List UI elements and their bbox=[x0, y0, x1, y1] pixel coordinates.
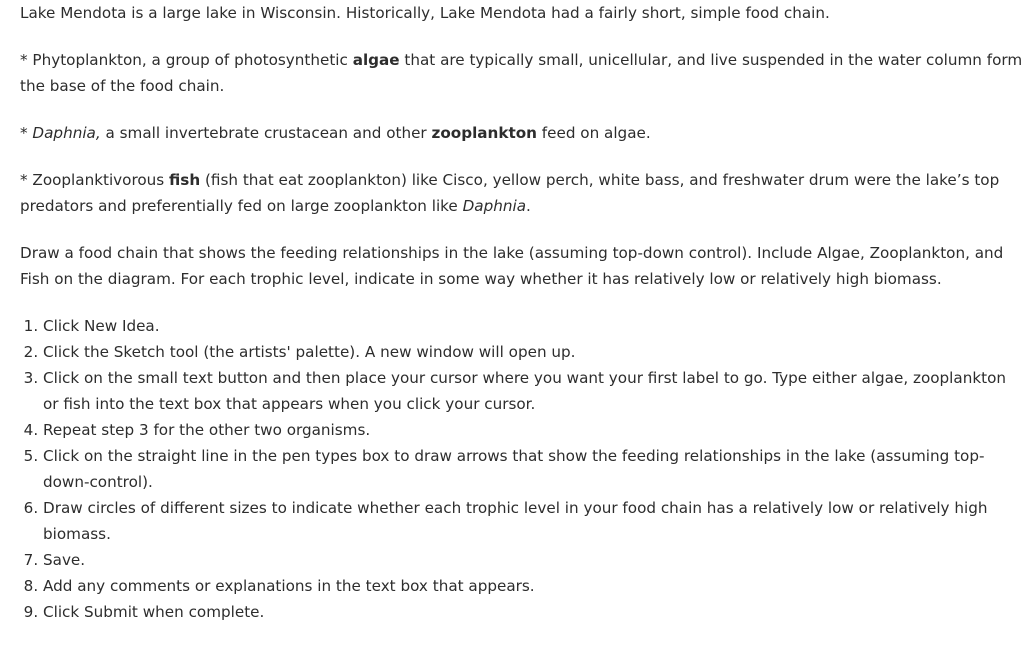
instruction-steps bbox=[20, 313, 1024, 625]
document-body bbox=[20, 0, 1024, 625]
intro-paragraph: Lake Mendota is a large lake in Wisconsin. Historically, Lake Mendota had a fairly short, simple food chain. bbox=[20, 4, 830, 22]
step-item: 1. Click New Idea. bbox=[43, 313, 1024, 339]
phyto-text-before: * Phytoplankton, a group of photosynthetic bbox=[20, 51, 353, 69]
step-item: 8. Add any comments or explanations in the text box that appears. bbox=[43, 573, 1024, 599]
daphnia-term-2: Daphnia bbox=[462, 197, 527, 215]
algae-term: algae bbox=[352, 51, 400, 69]
step-item: 9. Click Submit when complete. bbox=[43, 599, 1024, 625]
step-item: 2. Click the Sketch tool (the artists' palette). A new window will open up. bbox=[43, 339, 1024, 365]
daphnia-term: Daphnia, bbox=[32, 124, 101, 142]
fish-text-after: . bbox=[526, 197, 531, 215]
fish-term: fish bbox=[169, 171, 201, 189]
daphnia-text-after: feed on algae. bbox=[536, 124, 651, 142]
step-item: 6. Draw circles of different sizes to indicate whether each trophic level in your food chain has a relatively low or relatively high biomass. bbox=[43, 495, 1024, 547]
phyto-text-after: that are typically small, unicellular, and live suspended in the water column form the base of the food chain. bbox=[20, 51, 1023, 95]
step-item: 4. Repeat step 3 for the other two organisms. bbox=[43, 417, 1024, 443]
zooplankton-term: zooplankton bbox=[431, 124, 537, 142]
fish-text-middle: (fish that eat zooplankton) like Cisco, yellow perch, white bass, and freshwater drum were the lake’s top predators and preferentially fed on large zooplankton like bbox=[20, 171, 1000, 215]
step-item: 5. Click on the straight line in the pen types box to draw arrows that show the feeding relationships in the lake (assuming top-down-control). bbox=[43, 443, 1024, 495]
daphnia-text-middle: a small invertebrate crustacean and other bbox=[100, 124, 432, 142]
daphnia-paragraph bbox=[20, 120, 1024, 146]
fish-paragraph bbox=[20, 167, 1024, 219]
step-item: 3. Click on the small text button and then place your cursor where you want your first label to go. Type either algae, zooplankton or fish into the text box that appears when you click your cursor. bbox=[43, 365, 1024, 417]
fish-text-before: * Zooplanktivorous bbox=[20, 171, 170, 189]
task-paragraph: Draw a food chain that shows the feeding relationships in the lake (assuming top-down control). Include Algae, Zooplankton, and Fish on the diagram. For each trophic level, indicate in some way whether it has relatively low or relatively high biomass. bbox=[20, 244, 1004, 288]
phytoplankton-paragraph bbox=[20, 47, 1024, 99]
daphnia-star: * bbox=[20, 124, 33, 142]
step-item: 7. Save. bbox=[43, 547, 1024, 573]
